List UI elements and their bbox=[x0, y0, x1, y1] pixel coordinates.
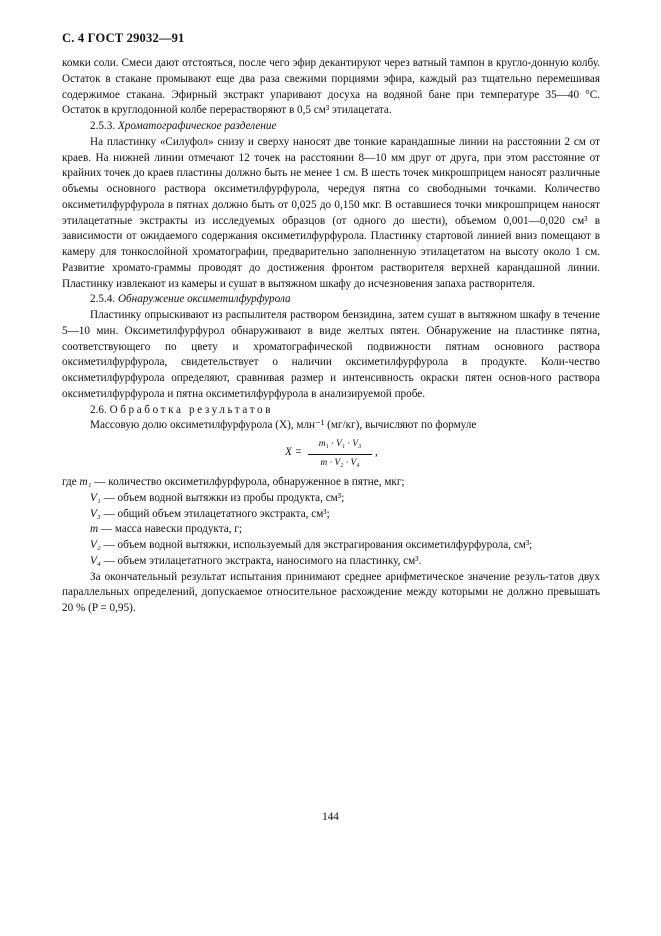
section-2-6-heading bbox=[62, 403, 600, 419]
definition-item bbox=[62, 507, 600, 523]
definition-symbol: m₁ bbox=[79, 476, 92, 488]
section-title: Обработка результатов bbox=[109, 403, 274, 416]
definition-text: — объем водной вытяжки, используемый для экстрагирования оксиметилфурфурола, см³; bbox=[103, 539, 533, 551]
formula-comma: , bbox=[375, 446, 378, 458]
definition-item bbox=[62, 554, 600, 570]
formula bbox=[62, 437, 600, 471]
definition-prefix: где bbox=[62, 476, 77, 488]
definition-item bbox=[62, 538, 600, 554]
section-2-5-4-heading bbox=[62, 292, 600, 308]
definition-text: — объем водной вытяжки из пробы продукта, см³; bbox=[103, 491, 345, 504]
section-2-5-3-heading bbox=[62, 119, 600, 135]
paragraph-chromatography: На пластинку «Силуфол» снизу и сверху наносят две тонкие карандашные линии на расстоянии 2 см от краев. На нижней линии отмечают 12 точек на расстоянии 8—10 мм друг от друга, при этом расстояние от крайних точек до краев пластины должно быть не менее 1 см. В шесть точек микрошприцем наносят различные объемы основного раствора оксиметилфурфурола, чередуя пятна со свободными точками. Количество оксиметилфурфурола в пятнах должно быть от 0,025 до 0,150 мкг. В оставшиеся точки микрошприцем наносят этилацетатные экстракты из исследуемых образцов (от одного до шести), объемом 0,001—0,020 см³ в зависимости от ожидаемого содержания оксиметилфурфурола. Пластинку стартовой линией вниз помещают в камеру для тонкослойной хроматографии, предварительно заполненную этилацетатом на высоту около 1 см. Развитие хромато-граммы проводят до достижения фронтом растворителя верхней карандашной линии. Пластинку извлекают из камеры и сушат в вытяжном шкафу до исчезновения запаха растворителя. bbox=[62, 135, 600, 290]
definition-text: — общий объем этилацетатного экстракта, см³; bbox=[103, 507, 330, 520]
section-title: Хроматографическое разделение bbox=[117, 120, 277, 132]
definition-symbol: m bbox=[90, 523, 99, 536]
body-text bbox=[62, 56, 600, 617]
paragraph-intro: комки соли. Смеси дают отстояться, после чего эфир декантируют через ватный тампон в кругло-донную колбу. Остаток в стакане промывают еще два раза свежими порциями эфира, каждый раз тщательно перемешивая содержимое стакана. Эфирный экстракт упаривают досуха на водяной бане при температуре 35—40 °С. Остаток в круглодонной колбе перерастворяют в 0,5 см³ этилацетата. bbox=[62, 57, 600, 117]
definition-item bbox=[62, 475, 600, 491]
definition-text: — количество оксиметилфурфурола, обнаруженное в пятне, мкг; bbox=[94, 476, 405, 488]
definition-symbol: V₂ bbox=[90, 539, 101, 551]
formula-lhs: X = bbox=[285, 446, 303, 458]
definition-symbol: V₄ bbox=[90, 554, 101, 567]
definition-symbol: V₃ bbox=[90, 507, 101, 520]
page-number: 144 bbox=[322, 811, 339, 823]
paragraph-final-result: За окончательный результат испытания принимают среднее арифметическое значение резуль-татов двух параллельных определений, допускаемое относительное расхождение между которыми не должно превышать 20 % (P = 0,95). bbox=[62, 570, 600, 614]
page-header: С. 4 ГОСТ 29032—91 bbox=[62, 31, 185, 45]
section-title: Обнаружение оксиметилфурфурола bbox=[117, 293, 291, 306]
formula-fraction bbox=[308, 437, 372, 472]
definition-text: — масса навески продукта, г; bbox=[100, 523, 242, 536]
definition-item bbox=[62, 522, 600, 538]
formula-numerator: m₁ · V₁ · V₃ bbox=[308, 437, 372, 455]
section-number: 2.6. bbox=[90, 403, 107, 416]
paragraph-results-intro: Массовую долю оксиметилфурфурола (X), млн⁻¹ (мг/кг), вычисляют по формуле bbox=[90, 419, 477, 432]
paragraph-detection: Пластинку опрыскивают из распылителя раствором бензидина, затем сушат в вытяжном шкафу в течение 5—10 мин. Оксиметилфурфурол обнаруживают в виде желтых пятен. Обнаружение на пластинке пятна, соответствующего по цвету и хроматографической подвижности пятнам основного раствора оксиметилфурфурола, свидетельствует о наличии оксиметилфурфурола в продукте. Коли-чество оксиметилфурфурола определяют, сравнивая размер и интенсивность окраски пятен основ-ного раствора оксиметилфурфурола и пятна оксиметилфурфурола в анализируемой пробе. bbox=[62, 309, 600, 400]
definition-symbol: V₁ bbox=[90, 491, 101, 504]
formula-denominator: m · V₂ · V₄ bbox=[320, 457, 360, 468]
section-number: 2.5.3. bbox=[90, 120, 116, 132]
definition-text: — объем этилацетатного экстракта, наносимого на пластинку, см³. bbox=[103, 554, 422, 567]
definition-item bbox=[62, 491, 600, 507]
section-number: 2.5.4. bbox=[90, 293, 116, 306]
variable-definitions bbox=[62, 475, 600, 570]
